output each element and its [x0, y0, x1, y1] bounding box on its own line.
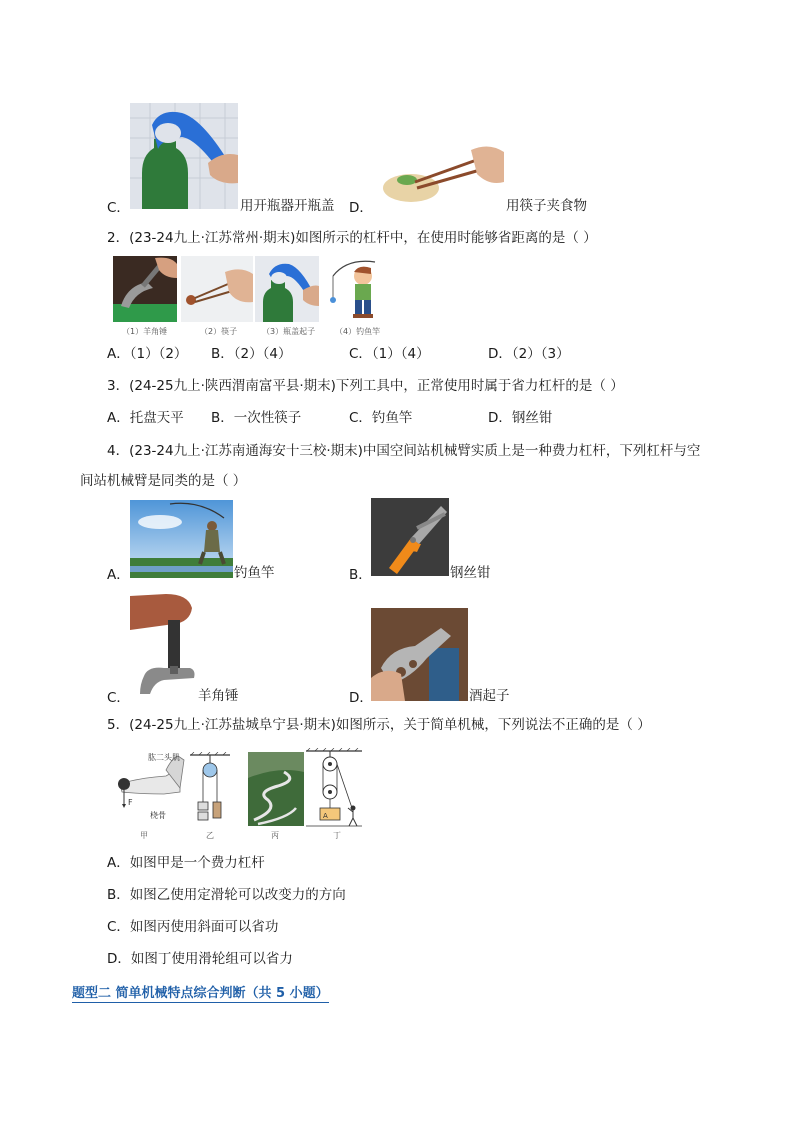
fig-label-jia: 甲	[140, 831, 148, 840]
q4-option-a-text: 钓鱼竿	[234, 565, 275, 581]
q1-option-c-text: 用开瓶器开瓶盖	[240, 198, 335, 214]
pliers-photo	[371, 498, 449, 576]
pulley-block-diagram	[306, 748, 362, 828]
q5-option-c: C．如图丙使用斜面可以省功	[107, 919, 279, 935]
q2-caption-4: （4）钓鱼竿	[335, 327, 381, 336]
q3-option-b: B．一次性筷子	[211, 410, 302, 426]
mountain-road-photo	[248, 752, 304, 826]
q4-stem-line1: 4．(23-24九上·江苏南通海安十三校·期末)中国空间站机械臂实质上是一种费力杠杆，下列杠杆与空	[107, 443, 701, 459]
q1-option-d-letter: D．	[349, 200, 373, 216]
fishing-rod-photo	[130, 500, 233, 578]
chopsticks-photo	[371, 142, 504, 206]
box-label: A	[323, 812, 328, 820]
fig-label-yi: 乙	[206, 831, 214, 840]
q3-option-d: D．钢丝钳	[488, 410, 553, 426]
q4-option-b-text: 钢丝钳	[450, 565, 491, 581]
claw-hammer-large-photo	[130, 590, 198, 698]
force-label: F	[128, 798, 133, 807]
q4-option-c-text: 羊角锤	[198, 688, 239, 704]
fixed-pulley-diagram	[190, 752, 230, 826]
fig-label-ding: 丁	[333, 831, 341, 840]
bottle-opener-photo	[130, 103, 238, 209]
q3-stem: 3．(24-25九上·陕西渭南富平县·期末)下列工具中，正常使用时属于省力杠杆的是（ ）	[107, 378, 624, 394]
q1-option-c-letter: C．	[107, 200, 130, 216]
q4-option-a-letter: A．	[107, 567, 130, 583]
section-title: 题型二 简单机械特点综合判断（共 5 小题）	[72, 982, 329, 1003]
bottle-opener-small-photo	[255, 256, 319, 322]
q2-option-d: D．（2）（3）	[488, 346, 570, 362]
muscle-label: 肱二头肌	[148, 753, 180, 762]
bone-label: 桡骨	[150, 811, 166, 820]
q5-option-a: A．如图甲是一个费力杠杆	[107, 855, 265, 871]
q5-stem: 5．(24-25九上·江苏盐城阜宁县·期末)如图所示，关于简单机械，下列说法不正确的是（ ）	[107, 717, 651, 733]
q5-option-d: D．如图丁使用滑轮组可以省力	[107, 951, 293, 967]
claw-hammer-photo	[113, 256, 177, 322]
q3-option-c: C．钓鱼竿	[349, 410, 413, 426]
q2-option-a: A．（1）（2）	[107, 346, 188, 362]
q2-stem: 2．(23-24九上·江苏常州·期末)如图所示的杠杆中，在使用时能够省距离的是（ ）	[107, 230, 597, 246]
q4-option-d-text: 酒起子	[469, 688, 510, 704]
q2-caption-2: （2）筷子	[200, 327, 238, 336]
q4-option-c-letter: C．	[107, 690, 130, 706]
q1-option-d-text: 用筷子夹食物	[506, 198, 587, 214]
q5-option-b: B．如图乙使用定滑轮可以改变力的方向	[107, 887, 346, 903]
chopsticks-small-photo	[181, 256, 253, 322]
q4-option-b-letter: B．	[349, 567, 372, 583]
q4-stem-line2: 间站机械臂是同类的是（ ）	[80, 473, 247, 489]
q2-option-c: C．（1）（4）	[349, 346, 430, 362]
q4-option-d-letter: D．	[349, 690, 373, 706]
q3-option-a: A．托盘天平	[107, 410, 184, 426]
fishing-boy-cartoon	[327, 256, 387, 322]
q2-caption-1: （1）羊角锤	[122, 327, 168, 336]
beer-opener-photo	[371, 608, 468, 701]
fig-label-bing: 丙	[271, 831, 279, 840]
q2-caption-3: （3）瓶盖起子	[262, 327, 316, 336]
q2-option-b: B．（2）（4）	[211, 346, 292, 362]
